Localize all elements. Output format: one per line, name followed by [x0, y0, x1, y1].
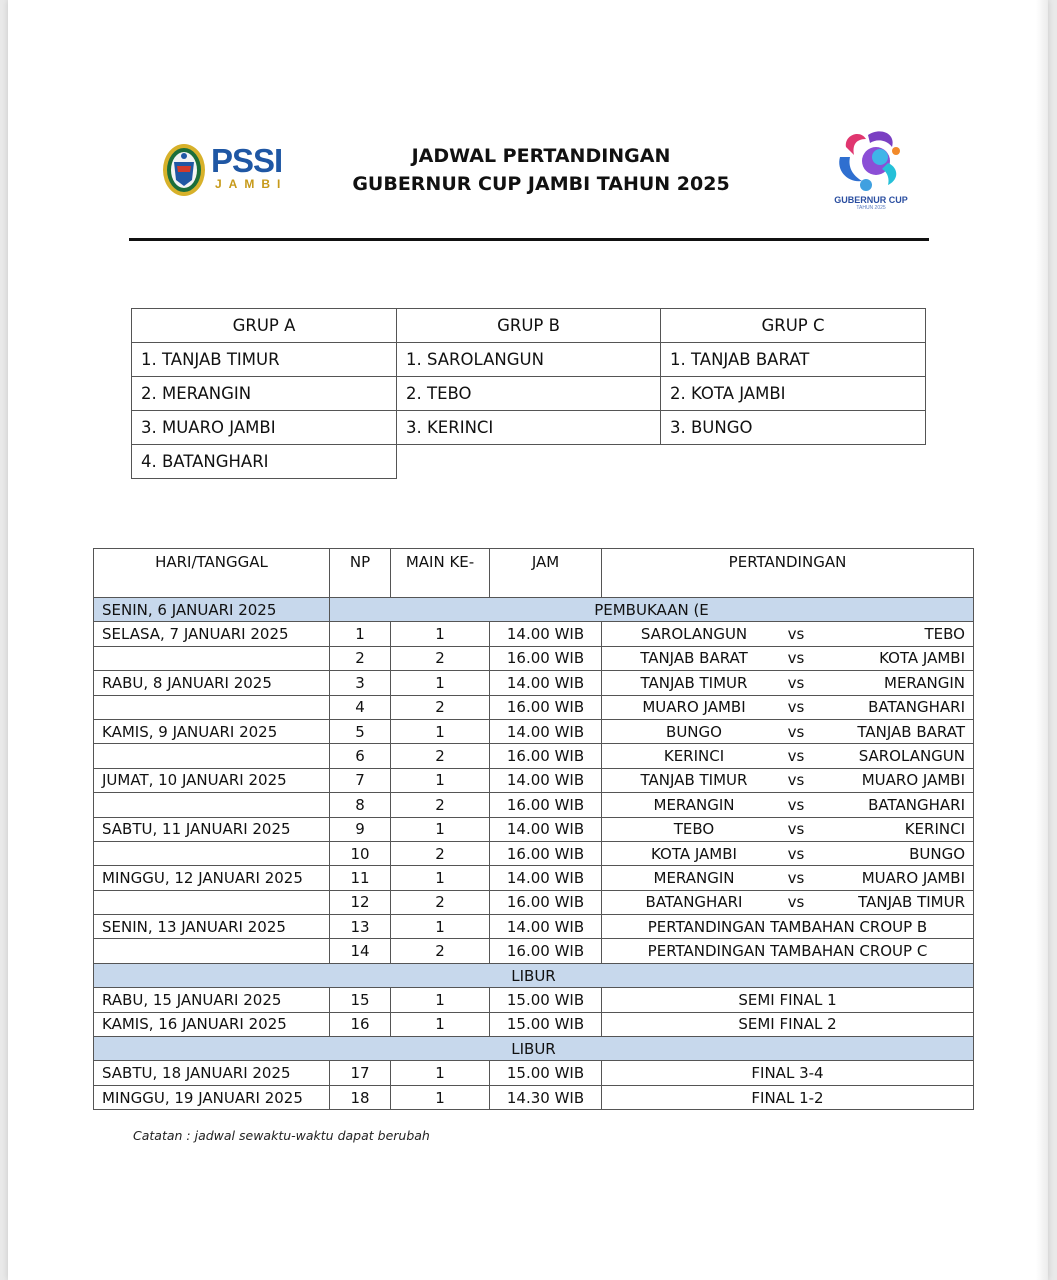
away-team: TANJAB TIMUR	[858, 893, 965, 912]
schedule-row	[94, 768, 974, 792]
match-name: FINAL 3-4	[602, 1061, 974, 1085]
match-time: 16.00 WIB	[490, 939, 602, 963]
match-date: SENIN, 13 JANUARI 2025	[94, 915, 330, 939]
fixture-layout	[610, 795, 965, 815]
match-fixture	[602, 866, 974, 890]
document-page	[8, 0, 1048, 1280]
match-number: 2	[391, 890, 490, 914]
match-time: 14.00 WIB	[490, 817, 602, 841]
away-team: TANJAB BARAT	[857, 722, 965, 741]
match-time: 15.00 WIB	[490, 988, 602, 1012]
match-np: 15	[330, 988, 391, 1012]
match-fixture	[602, 622, 974, 646]
header-divider	[129, 238, 929, 241]
away-team: MERANGIN	[884, 673, 965, 692]
group-b-team: 2. TEBO	[397, 377, 661, 411]
schedule-row	[94, 1012, 974, 1036]
match-np: 9	[330, 817, 391, 841]
match-date	[94, 695, 330, 719]
match-date: RABU, 15 JANUARI 2025	[94, 988, 330, 1012]
schedule-header-row	[94, 549, 974, 598]
group-c-team: 2. KOTA JAMBI	[661, 377, 926, 411]
match-time: 15.00 WIB	[490, 1012, 602, 1036]
groups-row	[132, 445, 926, 479]
rest-day-row	[94, 963, 974, 987]
match-number: 1	[391, 1012, 490, 1036]
match-np: 8	[330, 793, 391, 817]
match-np: 11	[330, 866, 391, 890]
pssi-emblem-icon	[161, 142, 207, 198]
group-c-team: 1. TANJAB BARAT	[661, 343, 926, 377]
match-name: FINAL 1-2	[602, 1085, 974, 1109]
group-a-team: 3. MUARO JAMBI	[132, 411, 397, 445]
match-time: 16.00 WIB	[490, 744, 602, 768]
gubernur-cup-emblem-icon	[826, 127, 916, 195]
schedule-row	[94, 1085, 974, 1109]
match-date: MINGGU, 19 JANUARI 2025	[94, 1085, 330, 1109]
match-np: 3	[330, 671, 391, 695]
schedule-row	[94, 817, 974, 841]
groups-row	[132, 377, 926, 411]
match-date: SELASA, 7 JANUARI 2025	[94, 622, 330, 646]
groups-table	[131, 308, 926, 479]
match-number: 2	[391, 939, 490, 963]
group-c-team: 3. BUNGO	[661, 411, 926, 445]
header-date: HARI/TANGGAL	[94, 549, 330, 598]
group-a-header: GRUP A	[132, 309, 397, 343]
match-fixture	[602, 768, 974, 792]
match-date: KAMIS, 16 JANUARI 2025	[94, 1012, 330, 1036]
schedule-row	[94, 622, 974, 646]
away-team: BATANGHARI	[868, 698, 965, 717]
empty-cell	[397, 445, 661, 479]
fixture-layout	[610, 770, 965, 790]
away-team: SAROLANGUN	[858, 747, 965, 766]
rest-day-label: LIBUR	[94, 1037, 974, 1061]
header-match: PERTANDINGAN	[602, 549, 974, 598]
cup-logo-subtext: TAHUN 2025	[856, 205, 886, 211]
home-team: MERANGIN	[653, 868, 735, 887]
match-time: 16.00 WIB	[490, 890, 602, 914]
match-fixture	[602, 719, 974, 743]
fixture-layout	[610, 819, 965, 839]
match-number: 1	[391, 915, 490, 939]
match-time: 14.00 WIB	[490, 768, 602, 792]
match-number: 1	[391, 988, 490, 1012]
match-np: 7	[330, 768, 391, 792]
schedule-note: Catatan : jadwal sewaktu-waktu dapat berubah	[133, 1128, 430, 1143]
match-date: SABTU, 11 JANUARI 2025	[94, 817, 330, 841]
match-date: MINGGU, 12 JANUARI 2025	[94, 866, 330, 890]
pssi-jambi-logo	[161, 142, 291, 198]
home-team: TEBO	[673, 820, 715, 839]
match-number: 2	[391, 841, 490, 865]
home-team: KERINCI	[663, 747, 725, 766]
header-match-number: MAIN KE-	[391, 549, 490, 598]
home-team: KOTA JAMBI	[651, 844, 737, 863]
match-fixture	[602, 646, 974, 670]
schedule-row	[94, 744, 974, 768]
match-name: PERTANDINGAN TAMBAHAN CROUP B	[602, 915, 974, 939]
opening-row	[94, 598, 974, 622]
group-b-team: 3. KERINCI	[397, 411, 661, 445]
match-np: 13	[330, 915, 391, 939]
home-team: TANJAB TIMUR	[640, 673, 748, 692]
versus-label: vs	[787, 698, 805, 717]
match-fixture	[602, 841, 974, 865]
groups-row	[132, 343, 926, 377]
schedule-row	[94, 841, 974, 865]
groups-row	[132, 411, 926, 445]
match-time: 16.00 WIB	[490, 695, 602, 719]
versus-label: vs	[787, 820, 805, 839]
match-fixture	[602, 695, 974, 719]
match-fixture	[602, 671, 974, 695]
fixture-layout	[610, 868, 965, 888]
opening-label: PEMBUKAAN (E	[330, 598, 974, 622]
fixture-layout	[610, 648, 965, 668]
match-np: 18	[330, 1085, 391, 1109]
gubernur-cup-logo	[826, 127, 916, 217]
versus-label: vs	[787, 771, 805, 790]
away-team: BUNGO	[909, 844, 965, 863]
match-fixture	[602, 890, 974, 914]
match-date: RABU, 8 JANUARI 2025	[94, 671, 330, 695]
match-date	[94, 939, 330, 963]
match-date: KAMIS, 9 JANUARI 2025	[94, 719, 330, 743]
home-team: BUNGO	[666, 722, 722, 741]
match-time: 15.00 WIB	[490, 1061, 602, 1085]
schedule-row	[94, 671, 974, 695]
group-a-team: 2. MERANGIN	[132, 377, 397, 411]
match-number: 1	[391, 719, 490, 743]
match-date: JUMAT, 10 JANUARI 2025	[94, 768, 330, 792]
match-date	[94, 793, 330, 817]
match-number: 1	[391, 866, 490, 890]
fixture-layout	[610, 697, 965, 717]
home-team: TANJAB TIMUR	[640, 771, 748, 790]
group-b-team: 1. SAROLANGUN	[397, 343, 661, 377]
schedule-row	[94, 866, 974, 890]
schedule-row	[94, 1061, 974, 1085]
document-title-line-1: JADWAL PERTANDINGAN	[411, 145, 671, 167]
away-team: KERINCI	[904, 820, 965, 839]
home-team: SAROLANGUN	[640, 625, 748, 644]
match-number: 2	[391, 744, 490, 768]
fixture-layout	[610, 844, 965, 864]
match-np: 1	[330, 622, 391, 646]
match-time: 14.00 WIB	[490, 915, 602, 939]
match-name: PERTANDINGAN TAMBAHAN CROUP C	[602, 939, 974, 963]
away-team: KOTA JAMBI	[879, 649, 965, 668]
fixture-layout	[610, 722, 965, 742]
pssi-logo-subtext: JAMBI	[215, 177, 288, 191]
opening-date: SENIN, 6 JANUARI 2025	[94, 598, 330, 622]
versus-label: vs	[787, 747, 805, 766]
empty-cell	[661, 445, 926, 479]
match-number: 1	[391, 768, 490, 792]
match-time: 14.00 WIB	[490, 866, 602, 890]
versus-label: vs	[787, 868, 805, 887]
match-np: 17	[330, 1061, 391, 1085]
match-number: 1	[391, 622, 490, 646]
match-name: SEMI FINAL 2	[602, 1012, 974, 1036]
match-np: 2	[330, 646, 391, 670]
match-np: 4	[330, 695, 391, 719]
groups-header-row	[132, 309, 926, 343]
versus-label: vs	[787, 625, 805, 644]
match-time: 16.00 WIB	[490, 841, 602, 865]
match-np: 16	[330, 1012, 391, 1036]
versus-label: vs	[787, 649, 805, 668]
match-fixture	[602, 817, 974, 841]
match-number: 1	[391, 1061, 490, 1085]
match-np: 14	[330, 939, 391, 963]
fixture-layout	[610, 624, 965, 644]
group-c-header: GRUP C	[661, 309, 926, 343]
schedule-row	[94, 695, 974, 719]
match-number: 1	[391, 671, 490, 695]
fixture-layout	[610, 673, 965, 693]
cup-logo-text: GUBERNUR CUP	[834, 195, 908, 205]
document-title-line-2: GUBERNUR CUP JAMBI TAHUN 2025	[352, 173, 730, 195]
group-a-team: 4. BATANGHARI	[132, 445, 397, 479]
group-a-team: 1. TANJAB TIMUR	[132, 343, 397, 377]
home-team: MUARO JAMBI	[642, 698, 746, 717]
group-b-header: GRUP B	[397, 309, 661, 343]
match-number: 1	[391, 817, 490, 841]
away-team: BATANGHARI	[868, 795, 965, 814]
match-time: 14.00 WIB	[490, 622, 602, 646]
versus-label: vs	[787, 893, 805, 912]
away-team: MUARO JAMBI	[861, 868, 965, 887]
schedule-row	[94, 646, 974, 670]
header-time: JAM	[490, 549, 602, 598]
match-date	[94, 841, 330, 865]
versus-label: vs	[787, 722, 805, 741]
pssi-logo-text: PSSI	[211, 142, 283, 179]
match-number: 2	[391, 793, 490, 817]
match-number: 2	[391, 695, 490, 719]
versus-label: vs	[787, 844, 805, 863]
match-time: 14.00 WIB	[490, 719, 602, 743]
match-time: 14.30 WIB	[490, 1085, 602, 1109]
match-date	[94, 744, 330, 768]
fixture-layout	[610, 746, 965, 766]
schedule-row	[94, 890, 974, 914]
match-np: 6	[330, 744, 391, 768]
schedule-row	[94, 988, 974, 1012]
header-np: NP	[330, 549, 391, 598]
match-date	[94, 890, 330, 914]
schedule-row	[94, 793, 974, 817]
home-team: BATANGHARI	[645, 893, 743, 912]
match-fixture	[602, 744, 974, 768]
schedule-row	[94, 719, 974, 743]
home-team: TANJAB BARAT	[640, 649, 748, 668]
match-np: 10	[330, 841, 391, 865]
away-team: MUARO JAMBI	[861, 771, 965, 790]
match-date: SABTU, 18 JANUARI 2025	[94, 1061, 330, 1085]
versus-label: vs	[787, 795, 805, 814]
rest-day-label: LIBUR	[94, 963, 974, 987]
match-time: 14.00 WIB	[490, 671, 602, 695]
match-name: SEMI FINAL 1	[602, 988, 974, 1012]
schedule-row	[94, 939, 974, 963]
match-date	[94, 646, 330, 670]
schedule-row	[94, 915, 974, 939]
away-team: TEBO	[924, 625, 965, 644]
match-time: 16.00 WIB	[490, 646, 602, 670]
rest-day-row	[94, 1037, 974, 1061]
fixture-layout	[610, 892, 965, 912]
match-time: 16.00 WIB	[490, 793, 602, 817]
match-number: 2	[391, 646, 490, 670]
schedule-table	[93, 548, 974, 1110]
match-np: 5	[330, 719, 391, 743]
match-number: 1	[391, 1085, 490, 1109]
match-fixture	[602, 793, 974, 817]
versus-label: vs	[787, 673, 805, 692]
match-np: 12	[330, 890, 391, 914]
home-team: MERANGIN	[653, 795, 735, 814]
